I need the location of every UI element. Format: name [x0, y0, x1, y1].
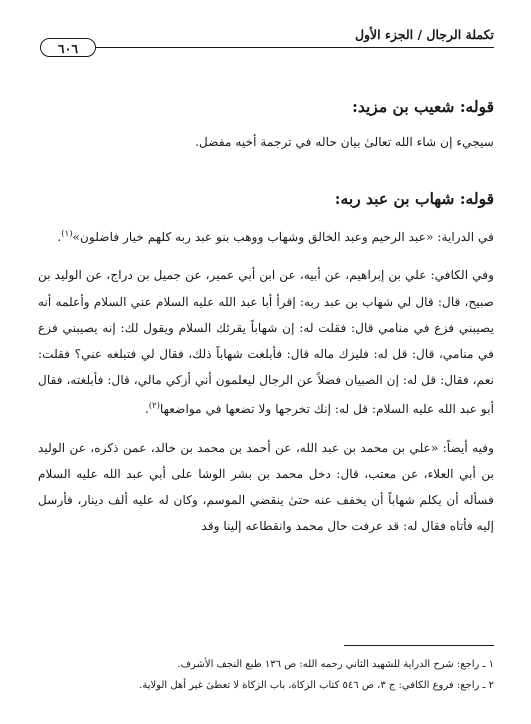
- footnote-1: ١ ـ راجع: شرح الدراية للشهيد الثاني رحمه الله: ص ١٣٦ طبع النجف الأشرف.: [177, 659, 494, 670]
- running-title: تكملة الرجال / الجزء الأول: [354, 27, 494, 42]
- section-heading-shihab: قوله: شهاب بن عبد ربه:: [334, 189, 494, 209]
- footnote-rule: [344, 645, 494, 646]
- page-number: ٦٠٦: [40, 38, 96, 57]
- section-heading-shuayb: قوله: شعيب بن مزيد:: [352, 97, 494, 116]
- paragraph: سيجيء إن شاء الله تعالىٰ بيان حاله في ترجمة أخيه مفضل.: [195, 135, 494, 149]
- footnote-marker-1: (١): [61, 229, 73, 240]
- paragraph: في الدراية: «عبد الرحيم وعبد الخالق وشهاب ووهب بنو عبد ربه كلهم خيار فاضلون»$^{(١)}$.: [57, 229, 494, 245]
- footnotes: [38, 654, 494, 696]
- footnote-2: ٢ ـ راجع: فروع الكافي: ج ٣، ص ٥٤٦ كتاب الزكاة، باب الزكاة لا تعطىٰ غير أهل الولاية.: [139, 680, 494, 691]
- paragraph: وفيه أيضاً: «علي بن محمد بن عبد الله، عن أحمد بن محمد بن خالد، عمن ذكره، عن الوليد بن أبي العلاء، عن معتب، قال: دخل محمد بن بشر الوشا على أبي عبد الله عليه السلام فسأله أن يكلم شهاباً أن يخفف عنه حتىٰ ينقضي الموسم، وكان له عليه ألف دينار، فأرسل إليه فأتاه فقال له: قد عرفت حال محمد وانقطاعه إلينا وقد: [38, 440, 494, 534]
- main-text: [38, 95, 494, 540]
- footnote-marker-2: (٢): [148, 401, 160, 412]
- paragraph-text: في الدراية: «عبد الرحيم وعبد الخالق وشهاب ووهب بنو عبد ربه كلهم خيار فاضلون»: [72, 230, 494, 245]
- header-rule: [40, 47, 494, 48]
- paragraph-text: وفي الكافي: علي بن إبراهيم، عن أبيه، عن ابن أبي عمير، عن جميل بن دراج، عن الوليد بن صبيح، قال: قال لي شهاب بن عبد ربه: إقرأ أبا عبد الله عليه السلام عني السلام وأعلمه أنه يصيبني فزع في منامي قال: فقلت له: إن شهاباً يقرئك السلام ويقول لك: إنه يصيبني فزع في منامي، قال: قل له: فليزك ماله قال: فأبلغت شهاباً ذلك، فقال لي فتبلغه عني؟ فقلت: نعم، فقال: قل له: إن الصبيان فضلاً عن الرجال ليعلمون أني أزكي مالي، قال: فأبلغته، فقال أبو عبد الله عليه السلام: قل له: إنك تخرجها ولا تضعها في مواضعها: [38, 268, 494, 417]
- paragraph: وفي الكافي: علي بن إبراهيم، عن أبيه، عن ابن أبي عمير، عن جميل بن دراج، عن الوليد بن صبيح، قال: قال لي شهاب بن عبد ربه: إقرأ أبا عبد الله عليه السلام عني السلام وأعلمه أنه يصيبني فزع في منامي قال: فقلت له: إن شهاباً يقرئك السلام ويقول لك: إنه يصيبني فزع في منامي، قال: قل له: فليزك ماله قال: فأبلغت شهاباً ذلك، فقال لي فتبلغه عني؟ فقلت: نعم، فقال: قل له: إن الصبيان فضلاً عن الرجال ليعلمون أني أزكي مالي، قال: فأبلغته، فقال أبو عبد الله عليه السلام: قل له: إنك تخرجها ولا تضعها في مواضعها$^{(٢)}$.: [38, 268, 494, 417]
